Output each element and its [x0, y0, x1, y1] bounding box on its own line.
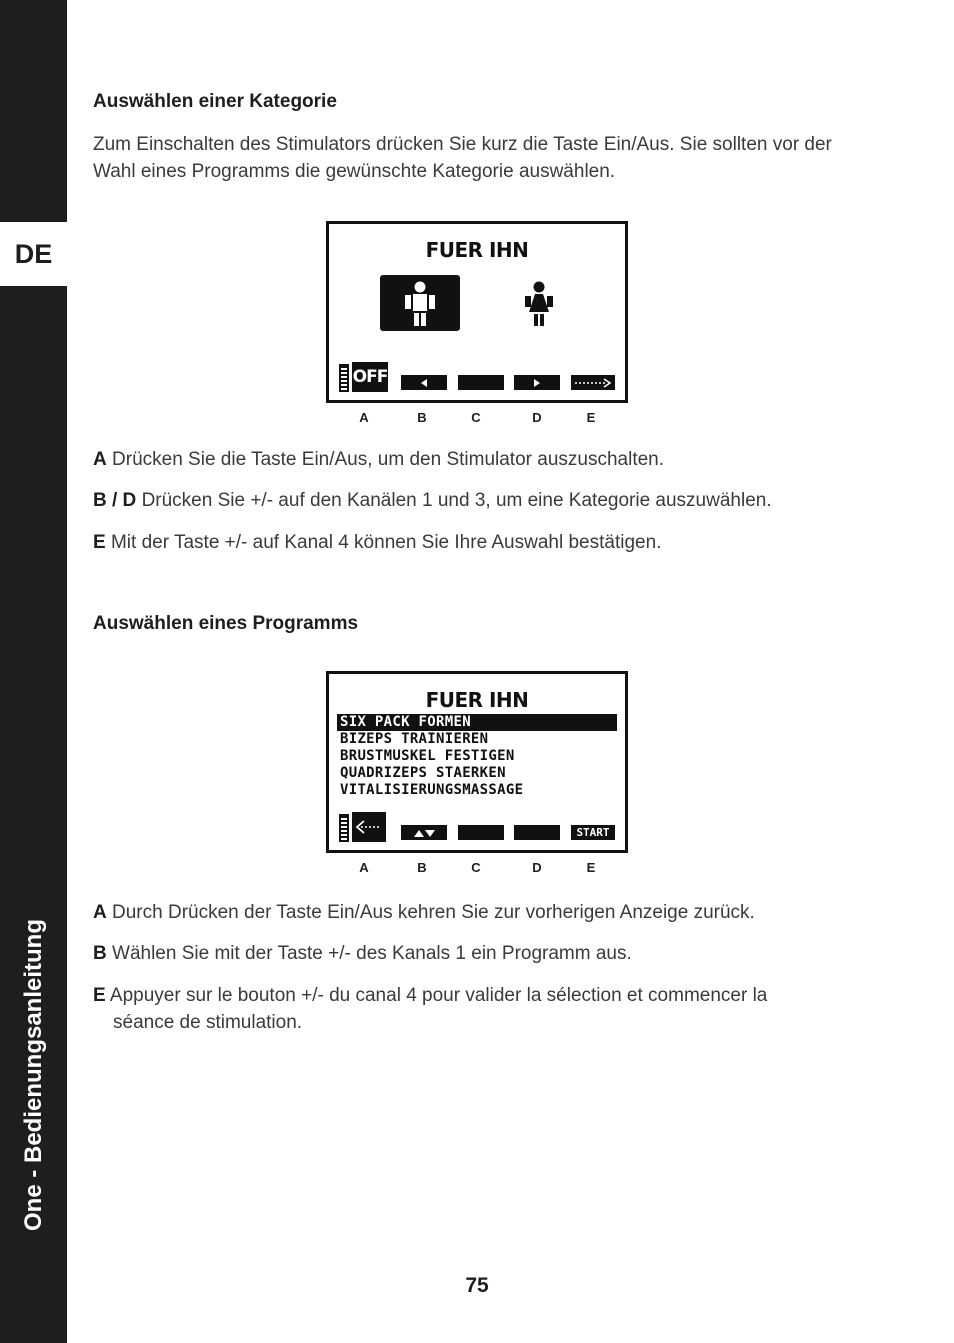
key-letter-c: C [471, 410, 481, 425]
female-figure-icon [499, 275, 579, 331]
dotted-arrow-softkey [571, 375, 615, 390]
right-arrow-icon [532, 378, 542, 388]
program-item: VITALISIERUNGSMASSAGE [340, 782, 524, 798]
up-down-arrows-icon [412, 828, 436, 838]
lcd-program-screen [326, 671, 628, 853]
start-softkey: START [571, 825, 615, 840]
blank-softkey-c [458, 375, 504, 390]
item-text: Drücken Sie +/- auf den Kanälen 1 und 3, um eine Kategorie auszuwählen. [141, 490, 772, 511]
blank-softkey-d [514, 825, 560, 840]
female-figure-box [499, 275, 579, 331]
up-down-softkey [401, 825, 447, 840]
item-key: A [93, 449, 107, 470]
language-tab: DE [0, 222, 67, 286]
key-letter-b: B [417, 860, 427, 875]
program-item: BIZEPS TRAINIEREN [340, 731, 489, 747]
item-text: Durch Drücken der Taste Ein/Aus kehren Sie zur vorherigen Anzeige zurück. [112, 902, 755, 923]
item-key: A [93, 902, 107, 923]
key-letter-a: A [359, 410, 369, 425]
section1-intro: Zum Einschalten des Stimulators drücken Sie kurz die Taste Ein/Aus. Sie sollten vor der Wahl eines Programms die gewünschte Kategorie auswählen. [93, 134, 832, 182]
lcd-softkeys [335, 360, 619, 394]
section2-heading: Auswählen eines Programms [93, 613, 359, 634]
lcd-category-screen [326, 221, 628, 403]
male-figure-icon [380, 275, 460, 331]
lcd-title: FUER IHN [425, 688, 529, 712]
section1-item-e [93, 529, 873, 556]
dotted-arrow-right-icon [573, 378, 613, 388]
item-text: Mit der Taste +/- auf Kanal 4 können Sie Ihre Auswahl bestätigen. [110, 532, 662, 553]
item-key: E [93, 985, 106, 1006]
item-text-continued: séance de stimulation. [113, 1012, 303, 1033]
battery-icon [339, 814, 349, 842]
blank-softkey-c [458, 825, 504, 840]
left-arrow-icon [419, 378, 429, 388]
section2-item-a [93, 899, 873, 926]
item-key: E [93, 532, 106, 553]
section2-item-b [93, 940, 873, 967]
off-softkey: OFF [352, 362, 388, 392]
back-softkey [352, 812, 386, 842]
key-letter-e: E [586, 410, 596, 425]
item-text: Wählen Sie mit der Taste +/- des Kanals 1 ein Programm aus. [112, 943, 632, 964]
program-item: QUADRIZEPS STAERKEN [340, 765, 506, 781]
male-figure-box [380, 275, 460, 331]
left-arrow-softkey [401, 375, 447, 390]
right-arrow-softkey [514, 375, 560, 390]
item-text: Drücken Sie die Taste Ein/Aus, um den Stimulator auszuschalten. [112, 449, 665, 470]
lcd-softkeys [335, 810, 619, 844]
section1-item-bd [93, 487, 873, 514]
program-list [337, 714, 617, 799]
key-letter-d: D [532, 410, 542, 425]
item-key: B / D [93, 490, 137, 511]
lcd-title: FUER IHN [425, 238, 529, 262]
key-letter-c: C [471, 860, 481, 875]
back-arrow-icon [355, 819, 383, 835]
program-item: BRUSTMUSKEL FESTIGEN [340, 748, 515, 764]
section1-item-a [93, 446, 873, 473]
section1-heading: Auswählen einer Kategorie [93, 91, 337, 112]
side-title: One - Bedienungsanleitung [20, 918, 47, 1232]
key-letter-a: A [359, 860, 369, 875]
key-letters-2 [326, 860, 628, 876]
item-text: Appuyer sur le bouton +/- du canal 4 pour valider la sélection et commencer la [109, 985, 768, 1006]
key-letters-1 [326, 410, 628, 426]
key-letter-e: E [586, 860, 596, 875]
battery-icon [339, 364, 349, 392]
item-key: B [93, 943, 107, 964]
key-letter-b: B [417, 410, 427, 425]
page-number: 75 [465, 1274, 489, 1297]
program-item-selected: SIX PACK FORMEN [337, 714, 617, 731]
key-letter-d: D [532, 860, 542, 875]
section2-item-e [93, 982, 873, 1036]
